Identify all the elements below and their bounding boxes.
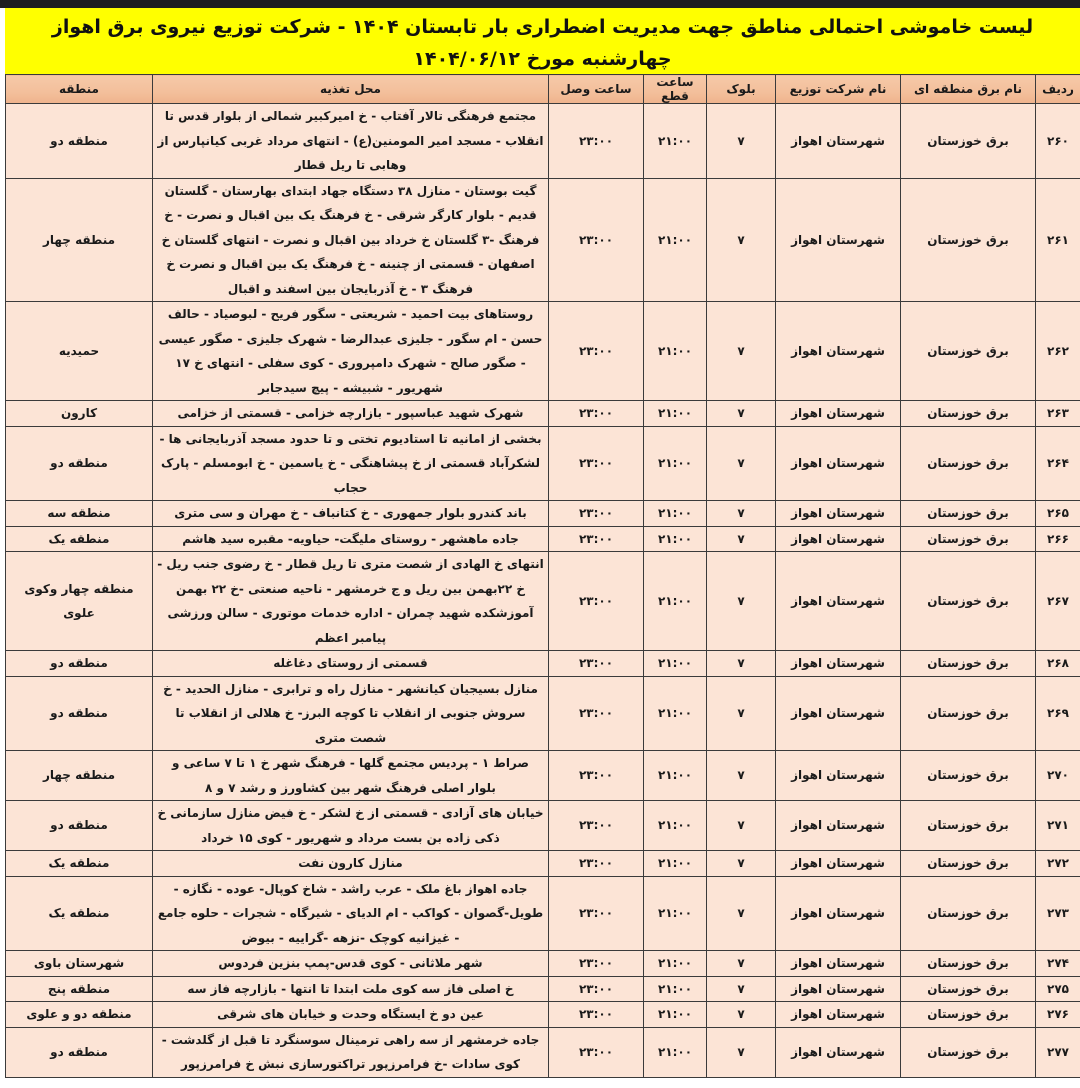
cell-regional: برق خوزستان xyxy=(901,552,1036,651)
table-row xyxy=(6,801,1080,851)
cell-zone: منطقه دو xyxy=(6,1027,153,1077)
cell-feed-location: منازل بسیجیان کیانشهر - منازل راه و ترابری - منازل الحدید - خ سروش جنوبی از انقلاب تا کوچه البرز- خ هلالی از انقلاب تا شصت متری xyxy=(153,676,549,751)
cell-row-no: ۲۶۳ xyxy=(1036,401,1080,427)
document-date: چهارشنبه مورخ ۱۴۰۴/۰۶/۱۲ xyxy=(413,48,672,70)
cell-distribution: شهرستان اهواز xyxy=(776,552,901,651)
cell-row-no: ۲۶۹ xyxy=(1036,676,1080,751)
cell-connect-time: ۲۳:۰۰ xyxy=(549,178,644,302)
cell-feed-location: خ اصلی فاز سه کوی ملت ابتدا تا انتها - بازارچه فاز سه xyxy=(153,976,549,1002)
cell-block: ۷ xyxy=(707,676,776,751)
cell-feed-location: باند کندرو بلوار جمهوری - خ کتانباف - خ مهران و سی متری xyxy=(153,501,549,527)
cell-zone: منطقه دو xyxy=(6,676,153,751)
cell-feed-location: شهر ملاثانی - کوی قدس-پمپ بنزین فردوس xyxy=(153,951,549,977)
table-row xyxy=(6,651,1080,677)
table-row xyxy=(6,104,1080,179)
cell-distribution: شهرستان اهواز xyxy=(776,976,901,1002)
cell-block: ۷ xyxy=(707,751,776,801)
cell-cut-time: ۲۱:۰۰ xyxy=(644,1002,707,1028)
cell-distribution: شهرستان اهواز xyxy=(776,801,901,851)
cell-connect-time: ۲۳:۰۰ xyxy=(549,302,644,401)
cell-block: ۷ xyxy=(707,1002,776,1028)
header-block: بلوک xyxy=(707,75,776,104)
cell-row-no: ۲۷۴ xyxy=(1036,951,1080,977)
cell-row-no: ۲۷۳ xyxy=(1036,876,1080,951)
cell-distribution: شهرستان اهواز xyxy=(776,302,901,401)
cell-block: ۷ xyxy=(707,651,776,677)
cell-row-no: ۲۶۲ xyxy=(1036,302,1080,401)
cell-row-no: ۲۶۰ xyxy=(1036,104,1080,179)
cell-zone: منطقه دو xyxy=(6,426,153,501)
cell-row-no: ۲۶۸ xyxy=(1036,651,1080,677)
cell-cut-time: ۲۱:۰۰ xyxy=(644,1027,707,1077)
cell-block: ۷ xyxy=(707,1027,776,1077)
cell-regional: برق خوزستان xyxy=(901,178,1036,302)
cell-connect-time: ۲۳:۰۰ xyxy=(549,501,644,527)
cell-distribution: شهرستان اهواز xyxy=(776,651,901,677)
cell-cut-time: ۲۱:۰۰ xyxy=(644,178,707,302)
cell-distribution: شهرستان اهواز xyxy=(776,851,901,877)
cell-regional: برق خوزستان xyxy=(901,876,1036,951)
cell-row-no: ۲۷۵ xyxy=(1036,976,1080,1002)
cell-feed-location: خیابان های آزادی - قسمتی از خ لشکر - خ فیض منازل سازمانی خ ذکی زاده بن بست مرداد و شهریور - کوی ۱۵ خرداد xyxy=(153,801,549,851)
cell-zone: منطقه پنج xyxy=(6,976,153,1002)
cell-zone: منطقه دو xyxy=(6,104,153,179)
cell-feed-location: منازل کارون نفت xyxy=(153,851,549,877)
cell-zone: کارون xyxy=(6,401,153,427)
cell-distribution: شهرستان اهواز xyxy=(776,526,901,552)
cell-connect-time: ۲۳:۰۰ xyxy=(549,1002,644,1028)
table-row xyxy=(6,526,1080,552)
cell-regional: برق خوزستان xyxy=(901,1027,1036,1077)
cell-regional: برق خوزستان xyxy=(901,1002,1036,1028)
header-zone: منطقه xyxy=(6,75,153,104)
table-row xyxy=(6,302,1080,401)
cell-distribution: شهرستان اهواز xyxy=(776,401,901,427)
cell-zone: منطقه یک xyxy=(6,876,153,951)
cell-feed-location: صراط ۱ - پردیس مجتمع گلها - فرهنگ شهر خ ۱ تا ۷ ساعی و بلوار اصلی فرهنگ شهر بین کشاورز و رشد ۷ و ۸ xyxy=(153,751,549,801)
cell-zone: منطقه یک xyxy=(6,526,153,552)
cell-row-no: ۲۶۷ xyxy=(1036,552,1080,651)
table-row xyxy=(6,876,1080,951)
cell-feed-location: جاده ماهشهر - روستای ملیگت- حیاویه- مقبره سید هاشم xyxy=(153,526,549,552)
cell-cut-time: ۲۱:۰۰ xyxy=(644,526,707,552)
cell-distribution: شهرستان اهواز xyxy=(776,1027,901,1077)
cell-cut-time: ۲۱:۰۰ xyxy=(644,951,707,977)
cell-block: ۷ xyxy=(707,104,776,179)
cell-connect-time: ۲۳:۰۰ xyxy=(549,1027,644,1077)
cell-feed-location: جاده اهواز باغ ملک - عرب راشد - شاخ کوپال- عوده - نگازه - طویل-گصوان - کواکب - ام الدیای - شیرگاه - شجرات - حلوه جامع - غیزانیه کوچک -نزهه -گراییه - بیوض xyxy=(153,876,549,951)
table-row xyxy=(6,552,1080,651)
header-distribution: نام شرکت توزیع xyxy=(776,75,901,104)
table-row xyxy=(6,851,1080,877)
cell-distribution: شهرستان اهواز xyxy=(776,426,901,501)
cell-connect-time: ۲۳:۰۰ xyxy=(549,801,644,851)
header-row-no: ردیف xyxy=(1036,75,1080,104)
table-row xyxy=(6,1002,1080,1028)
cell-cut-time: ۲۱:۰۰ xyxy=(644,426,707,501)
cell-regional: برق خوزستان xyxy=(901,651,1036,677)
table-row xyxy=(6,501,1080,527)
cell-row-no: ۲۶۱ xyxy=(1036,178,1080,302)
cell-distribution: شهرستان اهواز xyxy=(776,876,901,951)
cell-block: ۷ xyxy=(707,976,776,1002)
cell-cut-time: ۲۱:۰۰ xyxy=(644,104,707,179)
cell-regional: برق خوزستان xyxy=(901,501,1036,527)
cell-feed-location: بخشی از امانیه تا استادیوم تختی و تا حدود مسجد آذربایجانی ها - لشکرآباد قسمتی از خ پیشاهنگی - خ یاسمین - خ ابومسلم - پارک حجاب xyxy=(153,426,549,501)
top-status-bar xyxy=(0,0,1080,8)
cell-block: ۷ xyxy=(707,876,776,951)
cell-cut-time: ۲۱:۰۰ xyxy=(644,676,707,751)
cell-regional: برق خوزستان xyxy=(901,526,1036,552)
cell-row-no: ۲۶۴ xyxy=(1036,426,1080,501)
cell-distribution: شهرستان اهواز xyxy=(776,1002,901,1028)
cell-regional: برق خوزستان xyxy=(901,676,1036,751)
cell-feed-location: گیت بوستان - منازل ۳۸ دستگاه جهاد ابتدای بهارستان - گلستان قدیم - بلوار کارگر شرقی - خ فرهنگ یک بین اقبال و نصرت - خ فرهنگ -۳ گلستان خ خرداد بین اقبال و نصرت - انتهای گلستان خ اصفهان - قسمتی از چنینه - خ فرهنگ یک بین اقبال و نصرت خ فرهنگ ۳ - خ آذربایجان بین اسفند و اقبال xyxy=(153,178,549,302)
title-banner xyxy=(5,8,1080,74)
header-connect-time: ساعت وصل xyxy=(549,75,644,104)
cell-connect-time: ۲۳:۰۰ xyxy=(549,976,644,1002)
cell-connect-time: ۲۳:۰۰ xyxy=(549,104,644,179)
document-title: لیست خاموشی احتمالی مناطق جهت مدیریت اضطراری بار تابستان ۱۴۰۴ - شرکت توزیع نیروی برق اهواز xyxy=(51,16,1034,38)
cell-cut-time: ۲۱:۰۰ xyxy=(644,552,707,651)
cell-connect-time: ۲۳:۰۰ xyxy=(549,951,644,977)
cell-zone: شهرستان باوی xyxy=(6,951,153,977)
cell-block: ۷ xyxy=(707,951,776,977)
table-row xyxy=(6,1027,1080,1077)
cell-cut-time: ۲۱:۰۰ xyxy=(644,751,707,801)
cell-block: ۷ xyxy=(707,401,776,427)
cell-cut-time: ۲۱:۰۰ xyxy=(644,302,707,401)
cell-regional: برق خوزستان xyxy=(901,104,1036,179)
cell-connect-time: ۲۳:۰۰ xyxy=(549,651,644,677)
cell-zone: منطقه یک xyxy=(6,851,153,877)
cell-row-no: ۲۶۶ xyxy=(1036,526,1080,552)
cell-regional: برق خوزستان xyxy=(901,976,1036,1002)
cell-connect-time: ۲۳:۰۰ xyxy=(549,876,644,951)
cell-distribution: شهرستان اهواز xyxy=(776,501,901,527)
cell-zone: منطقه چهار وکوی علوی xyxy=(6,552,153,651)
table-row xyxy=(6,951,1080,977)
cell-distribution: شهرستان اهواز xyxy=(776,676,901,751)
cell-regional: برق خوزستان xyxy=(901,851,1036,877)
cell-block: ۷ xyxy=(707,526,776,552)
cell-connect-time: ۲۳:۰۰ xyxy=(549,526,644,552)
cell-block: ۷ xyxy=(707,801,776,851)
table-row xyxy=(6,751,1080,801)
cell-block: ۷ xyxy=(707,851,776,877)
cell-block: ۷ xyxy=(707,426,776,501)
cell-regional: برق خوزستان xyxy=(901,751,1036,801)
table-row xyxy=(6,426,1080,501)
cell-row-no: ۲۶۵ xyxy=(1036,501,1080,527)
cell-row-no: ۲۷۷ xyxy=(1036,1027,1080,1077)
cell-row-no: ۲۷۲ xyxy=(1036,851,1080,877)
cell-cut-time: ۲۱:۰۰ xyxy=(644,501,707,527)
cell-feed-location: انتهای خ الهادی از شصت متری تا ریل قطار - خ رضوی جنب ریل - خ ۲۲بهمن بین ریل و ج خرمشهر - ناحیه صنعتی -خ ۲۲ بهمن آموزشکده شهید چمران - اداره خدمات موتوری - سالن ورزشی پیامبر اعظم xyxy=(153,552,549,651)
cell-regional: برق خوزستان xyxy=(901,302,1036,401)
cell-cut-time: ۲۱:۰۰ xyxy=(644,851,707,877)
header-regional: نام برق منطقه ای xyxy=(901,75,1036,104)
cell-feed-location: روستاهای بیت احمید - شریعتی - سگور فریح - لبوصیاد - حالف حسن - ام سگور - جلیزی عبدالرضا - شهرک جلیزی - صگور عیسی - صگور صالح - شهرک دامپروری - کوی سفلی - انتهای خ ۱۷ شهریور - شبیشه - پیچ سیدجابر xyxy=(153,302,549,401)
cell-zone: منطقه دو و علوی xyxy=(6,1002,153,1028)
table-header-row xyxy=(6,75,1080,104)
cell-feed-location: مجتمع فرهنگی تالار آفتاب - خ امیرکبیر شمالی از بلوار قدس تا انقلاب - مسجد امیر المومنین(ع) - انتهای مرداد غربی کیانپارس از وهابی تا ریل قطار xyxy=(153,104,549,179)
cell-distribution: شهرستان اهواز xyxy=(776,951,901,977)
cell-block: ۷ xyxy=(707,501,776,527)
cell-distribution: شهرستان اهواز xyxy=(776,751,901,801)
cell-regional: برق خوزستان xyxy=(901,401,1036,427)
cell-connect-time: ۲۳:۰۰ xyxy=(549,552,644,651)
table-row xyxy=(6,401,1080,427)
cell-cut-time: ۲۱:۰۰ xyxy=(644,651,707,677)
cell-connect-time: ۲۳:۰۰ xyxy=(549,676,644,751)
cell-row-no: ۲۷۱ xyxy=(1036,801,1080,851)
cell-zone: منطقه دو xyxy=(6,651,153,677)
cell-distribution: شهرستان اهواز xyxy=(776,104,901,179)
table-row xyxy=(6,676,1080,751)
header-feed-location: محل تغذیه xyxy=(153,75,549,104)
cell-cut-time: ۲۱:۰۰ xyxy=(644,401,707,427)
cell-row-no: ۲۷۰ xyxy=(1036,751,1080,801)
cell-block: ۷ xyxy=(707,178,776,302)
cell-distribution: شهرستان اهواز xyxy=(776,178,901,302)
header-cut-time: ساعت قطع xyxy=(644,75,707,104)
cell-regional: برق خوزستان xyxy=(901,951,1036,977)
cell-zone: منطقه چهار xyxy=(6,178,153,302)
cell-feed-location: جاده خرمشهر از سه راهی ترمینال سوسنگرد تا قبل از گلدشت - کوی سادات -خ فرامرزپور تراکتورسازی نبش خ فرامرزپور xyxy=(153,1027,549,1077)
table-body xyxy=(6,104,1080,1078)
cell-cut-time: ۲۱:۰۰ xyxy=(644,801,707,851)
cell-regional: برق خوزستان xyxy=(901,801,1036,851)
cell-zone: حمیدیه xyxy=(6,302,153,401)
cell-connect-time: ۲۳:۰۰ xyxy=(549,751,644,801)
cell-connect-time: ۲۳:۰۰ xyxy=(549,426,644,501)
cell-zone: منطقه چهار xyxy=(6,751,153,801)
cell-cut-time: ۲۱:۰۰ xyxy=(644,976,707,1002)
table-row xyxy=(6,976,1080,1002)
cell-row-no: ۲۷۶ xyxy=(1036,1002,1080,1028)
cell-connect-time: ۲۳:۰۰ xyxy=(549,401,644,427)
cell-regional: برق خوزستان xyxy=(901,426,1036,501)
table-row xyxy=(6,178,1080,302)
cell-zone: منطقه سه xyxy=(6,501,153,527)
cell-feed-location: قسمتی از روستای دغاغله xyxy=(153,651,549,677)
cell-cut-time: ۲۱:۰۰ xyxy=(644,876,707,951)
outage-schedule-table xyxy=(5,74,1080,1078)
cell-feed-location: عین دو خ ایستگاه وحدت و خیابان های شرقی xyxy=(153,1002,549,1028)
cell-connect-time: ۲۳:۰۰ xyxy=(549,851,644,877)
cell-feed-location: شهرک شهید عباسپور - بازارچه خزامی - قسمتی از خزامی xyxy=(153,401,549,427)
cell-block: ۷ xyxy=(707,552,776,651)
cell-block: ۷ xyxy=(707,302,776,401)
cell-zone: منطقه دو xyxy=(6,801,153,851)
